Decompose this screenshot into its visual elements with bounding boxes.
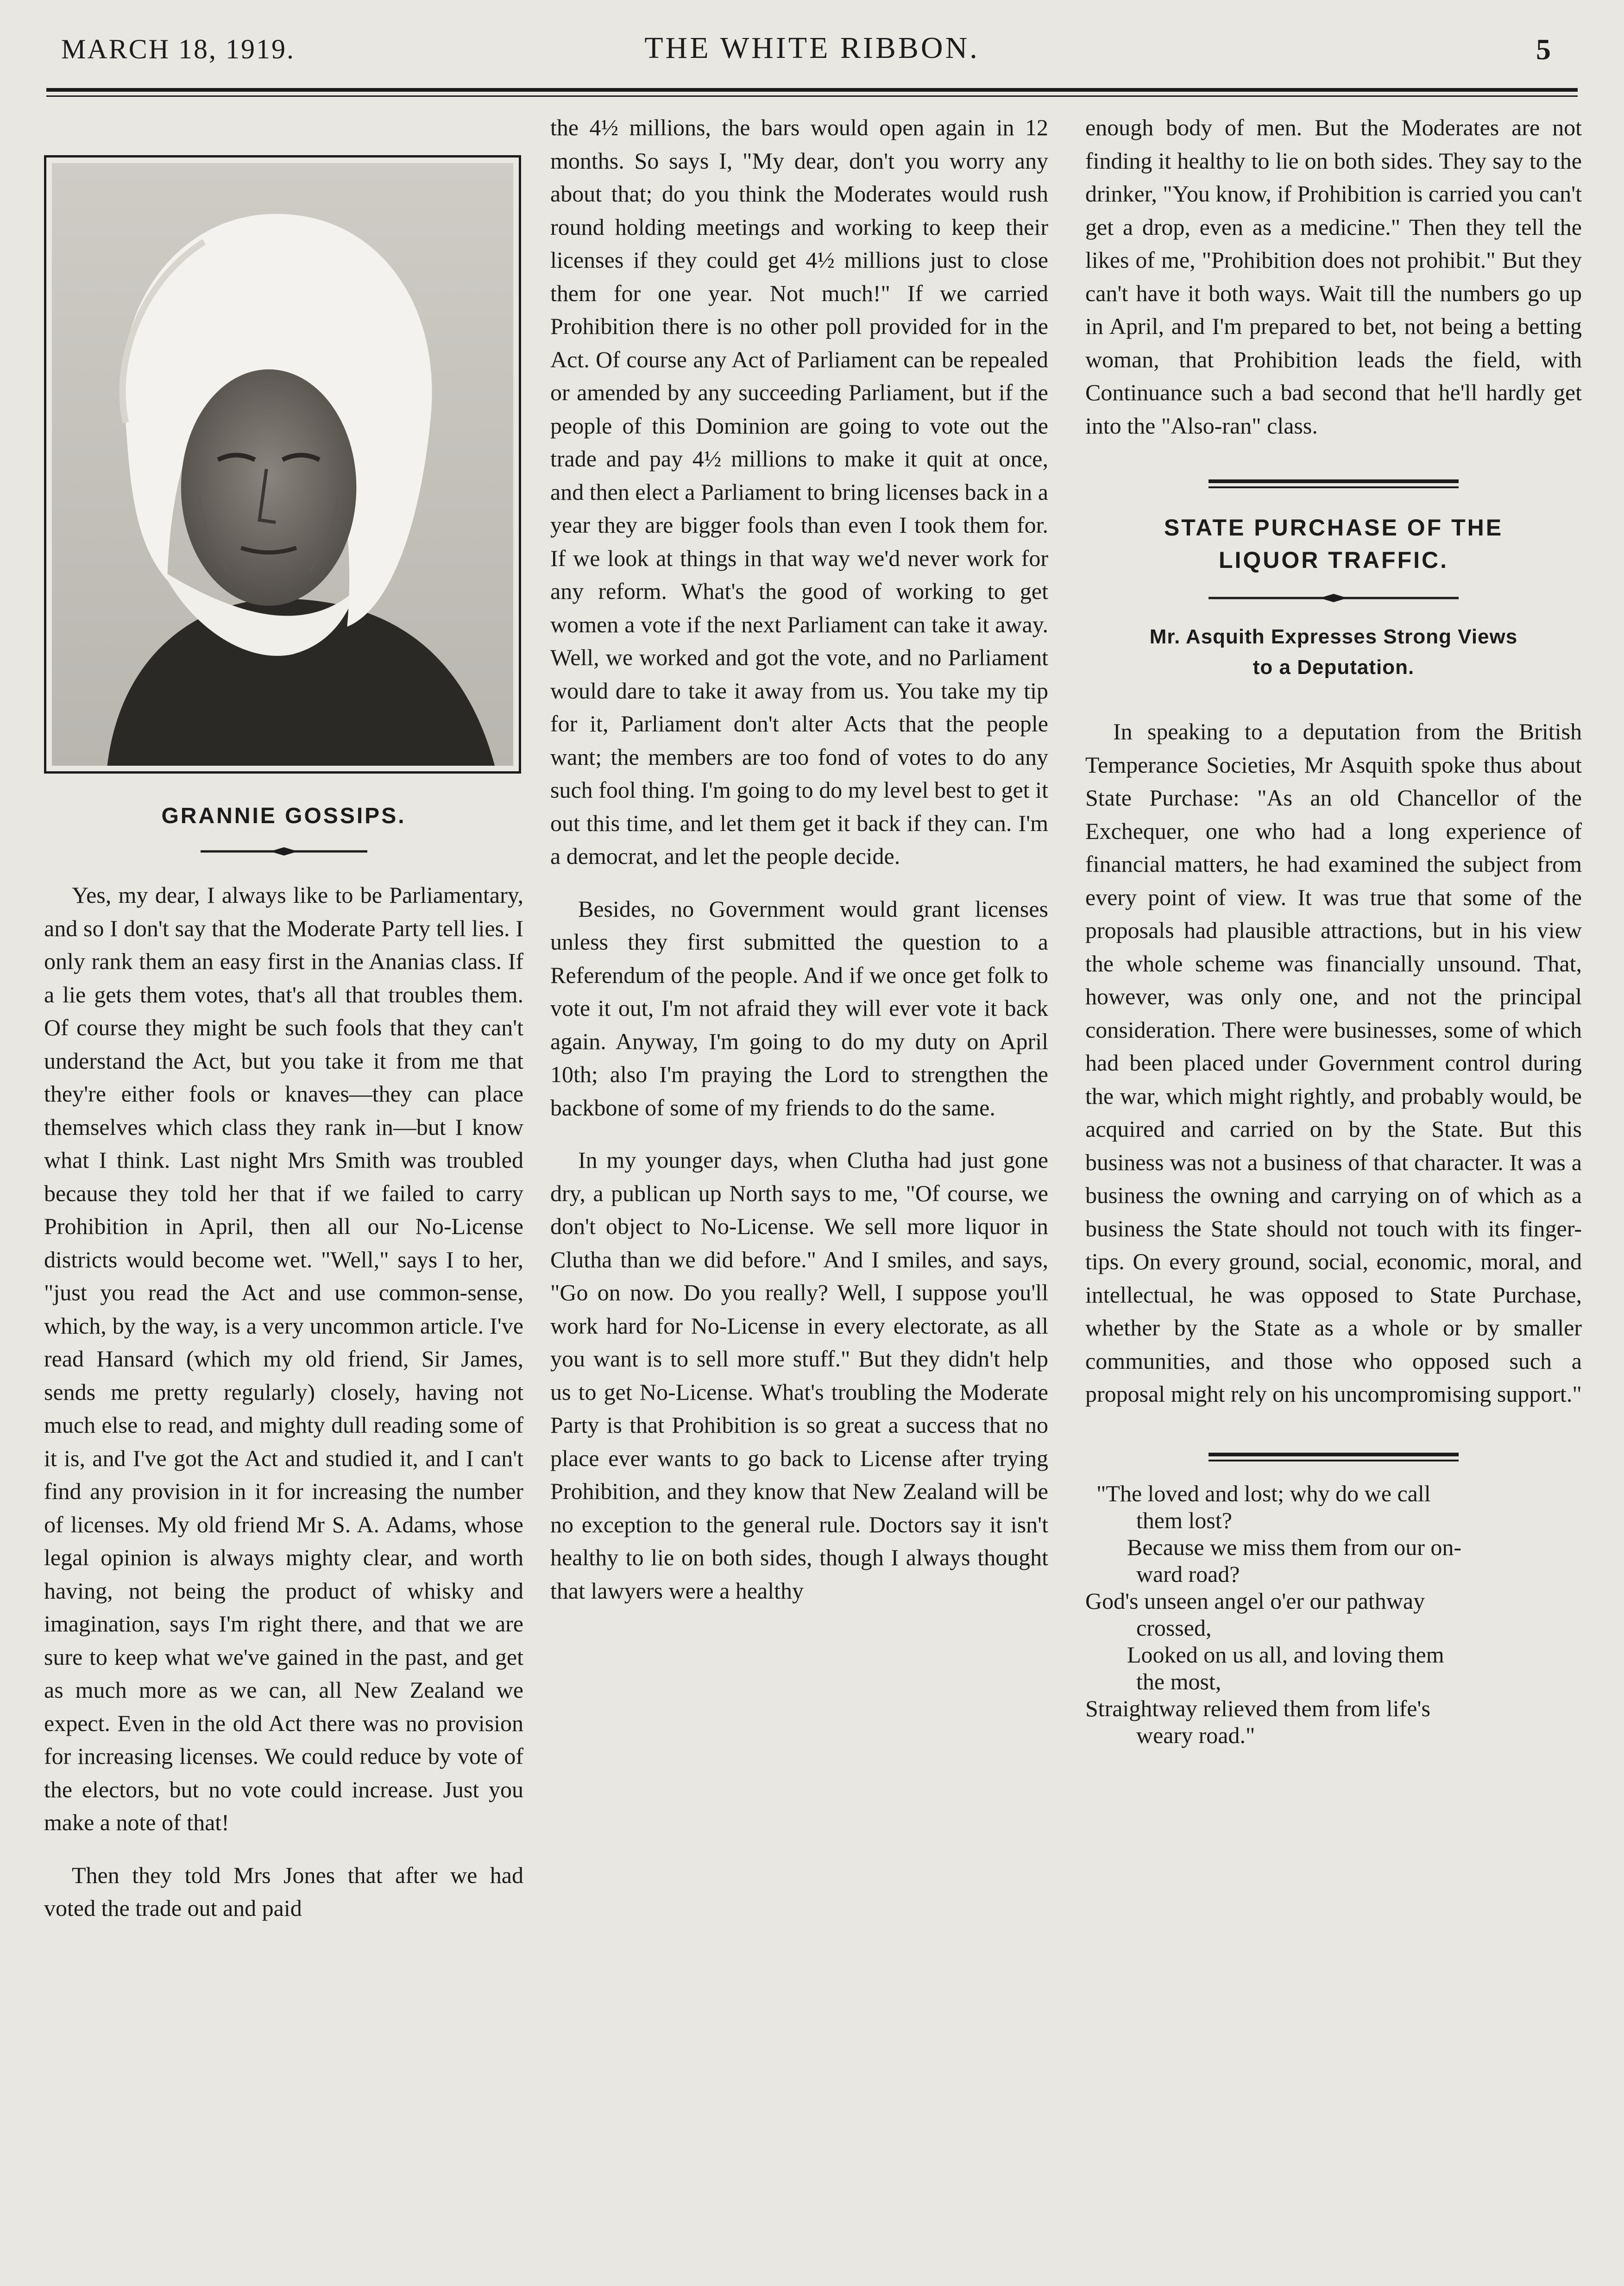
masthead-rule-thin [46, 95, 1578, 97]
newspaper-title: THE WHITE RIBBON. [644, 31, 980, 65]
grannie-portrait-image [52, 163, 513, 766]
grannie-paragraph-end: enough body of men. But the Moderates are not finding it healthy to lie on both sides. They say to the drinker, "You know, if Prohibition is carried you can't get a drop, even as a medicine." Then they tell the likes of me, "Prohibition does not prohibit." But they can't have it both ways. Wait till the numbers go up in April, and I'm prepared to bet, not being a betting woman, that Prohibition leads the field, with Continuance such a bad second that he'll hardly get into the "Also-ran" class. [1085, 114, 1582, 439]
asquith-subheading-line-1: Mr. Asquith Expresses Strong Views [1149, 625, 1518, 648]
poem-line: Because we miss them from our on- [1127, 1534, 1462, 1560]
grannie-paragraph-besides: Besides, no Government would grant licenses unless they first submitted the question to a Referendum of the people. And if we once get folk to vote it out, I'm not afraid they will ever vote it back again. Anyway, I'm going to do my duty on April 10th; also I'm praying the Lord to strengthen the backbone of some of my friends to do the same. [550, 895, 1048, 1121]
poem-line: the most, [1136, 1668, 1221, 1694]
grannie-paragraph-clutha: In my younger days, when Clutha had just gone dry, a publican up North says to me, "Of course, we don't object to No-License. We sell more liquor in Clutha than we did before." And I smiles, and says, "Go on now. Do you really? Well, I suppose you'll work hard for No-License in every electorate, as all you want is to sell more stuff." But they didn't help us to get No-License. What's troubling the Moderate Party is that Prohibition is so great a success that no place ever wants to go back to License after trying Prohibition, and they know that New Zealand will be no exception to the general rule. Doctors say it isn't healthy to lie on both sides, though I always thought that lawyers were a healthy [550, 1147, 1048, 1604]
grannie-paragraph-2: Then they told Mrs Jones that after we had voted the trade out and paid [44, 1862, 523, 1921]
poem-line: ward road? [1136, 1561, 1240, 1587]
grannie-paragraph-1: Yes, my dear, I always like to be Parliamentary, and so I don't say that the Moderate Party tell lies. I only rank them an easy first in the Ananias class. If a lie gets them votes, that's all that troubles them. Of course they might be such fools that they can't understand the Act, but you take it from me that they're either fools or knaves—they can place themselves which class they rank in—but I know what I think. Last night Mrs Smith was troubled because they told her that if we failed to carry Prohibition in April, then all our No-License districts would become wet. "Well," says I to her, "just you read the Act and use common-sense, which, by the way, is a very uncommon article. I've read Hansard (which my old friend, Sir James, sends me pretty regularly) closely, having not much else to read, and mighty dull reading some of it is, and I've got the Act and studied it, and I can't find any provision in it for increasing the number of licenses. My old friend Mr S. A. Adams, whose legal opinion is always mighty clear, and worth having, not being the product of whisky and imagination, says I'm right there, and that we are sure to keep what we've gained in the past, and get as much more as we can, all New Zealand we expect. Even in the old Act there was no provision for increasing licenses. We could reduce by vote of the electors, but no vote could increase. Just you make a note of that! [44, 882, 523, 1835]
poem-line: them lost? [1136, 1507, 1232, 1533]
portrait-frame [44, 155, 521, 774]
state-purchase-heading-line-1: STATE PURCHASE OF THE [1164, 515, 1504, 541]
poem-line: "The loved and lost; why do we call [1096, 1480, 1431, 1506]
grannie-heading: GRANNIE GOSSIPS. [161, 804, 406, 828]
issue-date: MARCH 18, 1919. [61, 34, 296, 64]
poem-line: God's unseen angel o'er our pathway [1085, 1587, 1425, 1614]
page-number: 5 [1536, 33, 1551, 66]
poem-line: weary road." [1136, 1722, 1255, 1748]
column-2 [550, 111, 1048, 1607]
column-1 [44, 111, 523, 1925]
state-purchase-heading [1085, 511, 1582, 576]
asquith-article: In speaking to a deputation from the British Temperance Societies, Mr Asquith spoke thus about State Purchase: "As an old Chancellor of the Exchequer, one who had a long experience of financial matters, he had examined the subject from every point of view. It was true that some of the proposals had plausible attractions, but in his view the whole scheme was financially unsound. That, however, was only one, and not the principal consideration. There were businesses, some of which had been placed under Government control during the war, which might rightly, and probably would, be acquired and carried on by the State. But this business was not a business of that character. It was a business the owning and carrying on of which as a business the State should not touch with its finger-tips. On every ground, social, economic, moral, and intellectual, he was opposed to State Purchase, whether by the State as a whole or by smaller communities, and those who opposed such a proposal might rely on his uncompromising support." [1085, 718, 1582, 1407]
section-divider [1209, 479, 1459, 488]
poem-line: Looked on us all, and loving them [1127, 1641, 1444, 1668]
grannie-paragraph-continued: the 4½ millions, the bars would open again in 12 months. So says I, "My dear, don't you worry any about that; do you think the Moderates would rush round holding meetings and working to keep their licenses if they could get 4½ millions just to close them for one year. Not much!" If we carried Prohibition there is no other poll provided for in the Act. Of course any Act of Parliament can be repealed or amended by any succeeding Parliament, but if the people of this Dominion are going to vote out the trade and pay 4½ millions to make it quit at once, and then elect a Parliament to bring licenses back in a year they are bigger fools than even I took them for. If we look at things in that way we'd never work for any reform. What's the good of working to get women a vote if the next Parliament can take it away. Well, we worked and got the vote, and no Parliament would dare to take it away from us. You take my tip for it, Parliament don't alter Acts that the people want; the members are too fond of votes to do any such fool thing. I'm going to do my level best to get it out this time, and let them get it back if they can. I'm a democrat, and let the people decide. [550, 114, 1048, 869]
poem-line: Straightway relieved them from life's [1085, 1695, 1430, 1721]
heading-ornament [1209, 593, 1459, 603]
masthead [0, 0, 1624, 100]
poem-divider [1209, 1453, 1459, 1461]
poem [1085, 1480, 1582, 1749]
asquith-subheading-line-2: to a Deputation. [1253, 656, 1415, 679]
asquith-subheading [1085, 622, 1582, 683]
column-3 [1085, 111, 1582, 1749]
poem-line: crossed, [1136, 1614, 1212, 1641]
state-purchase-heading-line-2: LIQUOR TRAFFIC. [1218, 547, 1449, 573]
section-ornament [201, 846, 367, 856]
masthead-rule [46, 88, 1578, 92]
